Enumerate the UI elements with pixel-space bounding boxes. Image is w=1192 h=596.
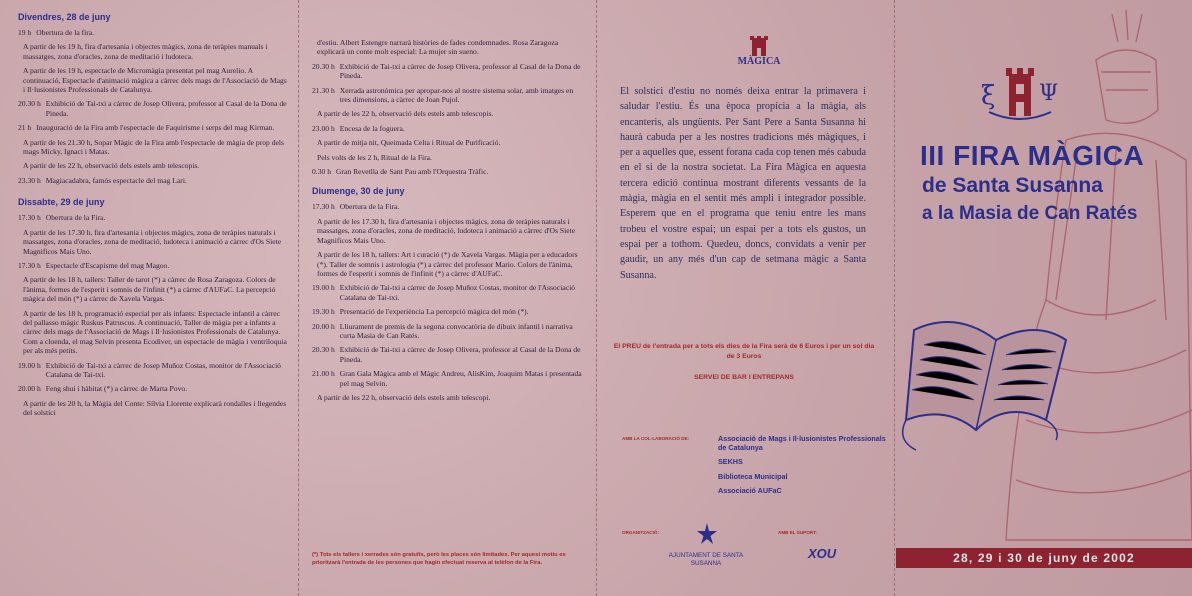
item-text: Pels volts de les 2 h, Ritual de la Fira. <box>317 152 432 162</box>
svg-text:Ψ: Ψ <box>1039 81 1059 106</box>
item-text: A partir de les 19 h, espectacle de Micromàgia presentat pel mag Aurelio. A continuació, Espectacle d'animació màgica a càrrec dels mags de l'Associació de Mags i Il·lusionistes Professionals de Catalunya. <box>23 66 287 95</box>
item-text: Gran Gala Màgica amb el Màgic Andreu, AlisKim, Joaquim Matas i presentada pel mag Selvin. <box>339 369 582 388</box>
item-time: 20.30 h <box>18 99 41 109</box>
schedule-item <box>18 99 288 118</box>
event-dates-bar: 28, 29 i 30 de juny de 2002 <box>896 548 1192 568</box>
item-text: Exhibició de Tai-txi a càrrec de Josep Muñoz Costas, monitor de l'Associació Catalana de Tai-txi. <box>339 283 575 302</box>
schedule-item <box>18 28 288 37</box>
sunday-list <box>312 202 584 402</box>
item-text: A partir de les 17.30 h, fira d'artesania i objectes màgics, zona de teràpies naturals i massatges, zona d'oracles, zona de meditació, ludoteca i animació a càrrec d'Os Siete Magnificos Mais Uno. <box>23 227 282 256</box>
collaborators-list <box>718 434 888 500</box>
item-time: 19.00 h <box>312 283 335 293</box>
schedule-item <box>18 399 288 418</box>
schedule-item <box>18 261 288 270</box>
open-book-icon <box>903 322 1066 450</box>
castle-tower-icon <box>981 64 1059 134</box>
item-time: 20.30 h <box>312 345 335 355</box>
day-heading-sunday: Diumenge, 30 de juny <box>312 186 405 197</box>
item-time: 17.30 h <box>18 260 41 270</box>
item-text: A partir de les 22 h, observació dels estels amb telescopis. <box>317 109 494 119</box>
schedule-item <box>18 42 288 61</box>
collaboration-label: AMB LA COL·LABORACIÓ DE: <box>622 436 690 441</box>
schedule-item <box>312 345 584 364</box>
schedule-item <box>312 124 584 133</box>
schedule-item <box>312 138 584 147</box>
item-text: Lliurament de premis de la segona convocatòria de dibuix infantil i narrativa curta Masia de Can Ratés. <box>339 321 573 340</box>
program-panel-2 <box>300 0 596 596</box>
schedule-item <box>18 309 288 356</box>
schedule-item <box>18 361 288 380</box>
workshops-footnote: (*) Tots els tallers i xerrades són gratuïts, però les places són limitades. Per aquest motiu es prioritzarà l'entrada de les persones que hagin efectuat reserva al telèfon de la Fira. <box>312 552 566 566</box>
schedule-item <box>18 213 288 222</box>
organizer-name: AJUNTAMENT DE SANTA SUSANNA <box>668 552 744 567</box>
schedule-item <box>312 38 584 57</box>
schedule-item <box>18 66 288 94</box>
item-time: 21.30 h <box>312 85 335 95</box>
schedule-item <box>312 109 584 118</box>
collaborator-item: Associació de Mags i Il·lusionistes Professionals de Catalunya <box>718 434 886 453</box>
schedule-item <box>18 384 288 393</box>
item-text: A partir de les 22 h, observació dels estels amb telescopis. <box>23 161 200 171</box>
item-time: 20.30 h <box>312 61 335 71</box>
schedule-item <box>312 86 584 105</box>
schedule-item <box>18 176 288 185</box>
item-time: 20.00 h <box>18 384 41 394</box>
item-time: 21 h <box>18 123 32 133</box>
bar-service-notice: SERVEI DE BAR I ENTREPANS <box>694 374 794 381</box>
cover-title: III FIRA MÀGICA <box>920 140 1145 171</box>
item-text: Exhibició de Tai-txi a càrrec de Josep Muñoz Costas, monitor de l'Associació Catalana de Tai-txi. <box>45 360 281 379</box>
program-panel-1 <box>0 0 298 596</box>
item-text: Obertura de la fira. <box>36 28 95 37</box>
item-text: Exhibició de Tai-txi a càrrec de Josep Olivera, professor al Casal de la Dona de Pineda. <box>45 99 287 118</box>
schedule-item <box>312 202 584 211</box>
fira-magica-logo <box>735 34 783 74</box>
item-text: Magiacadabra, famós espectacle del mag Lari. <box>45 175 187 185</box>
schedule-item <box>18 228 288 256</box>
item-time: 21.00 h <box>312 369 335 379</box>
item-text: A partir de les 22 h, observació dels estels amb telescopi. <box>317 392 491 402</box>
item-text: Xerrada astronòmica per apropar-nos al nostre sistema solar, amb imatges en tres dimensions, a càrrec de Joan Pujol. <box>339 85 574 105</box>
schedule-item <box>18 161 288 170</box>
item-text: A partir de les 18 h, tallers: Art i curació (*) de Xavela Vargas. Màgia per a educadors (*). Taller de somnis i astrologia (*) a càrrec del professor Mario. Colors de l'ànima, formes de l'esperit i somnis de l'infinit (*) a càrrec d'AUFaC. <box>317 250 578 278</box>
item-text: Exhibició de Tai-txi a càrrec de Josep Olivera, professor al Casal de la Dona de Pineda. <box>339 61 581 81</box>
item-time: 0.30 h <box>312 167 331 177</box>
cover-subtitle: de Santa Susanna <box>922 174 1103 197</box>
schedule-item <box>312 217 584 245</box>
collaborator-item: SEKHS <box>718 457 743 467</box>
schedule-item <box>18 138 288 157</box>
item-text: Obertura de la Fira. <box>45 213 106 223</box>
item-text: Gran Revetlla de Sant Pau amb l'Orquestra Tràfic. <box>335 167 489 177</box>
item-text: Encesa de la foguera. <box>339 123 405 133</box>
schedule-item <box>312 283 584 302</box>
item-text: A partir de les 18 h, tallers: Taller de tarot (*) a càrrec de Rosa Zaragoza. Colors de l'ànima, formes de l'esperit i somnis de l'infinit (*) a càrrec d'AUFaC. La percepció màgica del món (*) a càrrec de Xavela Vargas. <box>23 275 276 304</box>
tower-logo-icon <box>735 34 783 74</box>
collaborator-item: Associació AUFaC <box>718 485 782 495</box>
item-time: 19.30 h <box>312 307 335 317</box>
schedule-item <box>312 62 584 81</box>
fold-line <box>298 0 299 596</box>
schedule-item <box>18 275 288 303</box>
schedule-item <box>312 307 584 316</box>
schedule-item <box>312 153 584 162</box>
item-text: Feng shui i hàbitat (*) a càrrec de Marta Povo. <box>45 384 188 394</box>
cover-location: a la Masia de Can Ratés <box>922 203 1138 224</box>
ajuntament-emblem-icon <box>696 522 718 548</box>
schedule-item <box>312 250 584 278</box>
fold-line <box>894 0 895 596</box>
item-text: A partir de mitja nit, Queimada Celta i Ritual de Purificació. <box>317 138 501 148</box>
item-text: A partir de les 20 h, la Màgia del Conte: Sílvia Llorente explicarà rondalles i llegendes del solstici <box>23 398 287 418</box>
logo-text: MÀGICA <box>737 56 781 67</box>
sponsor-label: AMB EL SUPORT: <box>778 530 817 535</box>
day-heading-friday: Divendres, 28 de juny <box>18 12 111 22</box>
intro-paragraph: El solstici d'estiu no només deixa entrar la primavera i saludar l'estiu. És una època propícia a la màgia, als encanteris, als ungüents. Per Sant Pere a Santa Susanna hi haurà cabuda per a les nostres tradicions més màgiques, i per a aquelles que, essent forana cada cop tenen més cabuda en el si de la nostra societat. La Fira Màgica en aquesta tercera edició continua mostrant diferents vessants de la màgia, màgia en el sentit més ampli i integrador possible. Esperem que en el programa que teniu entre les mans trobeu el vostre espai; un espai per a tots els gustos, un espai per a tothom. Quedeu, doncs, convidats a venir per gaudir, un any més d'un cap de setmana màgic a Santa Susanna. <box>620 86 866 281</box>
item-time: 17.30 h <box>18 213 41 223</box>
saturday-list <box>18 213 288 417</box>
schedule-item <box>312 322 584 341</box>
organizer-label: ORGANITZACIÓ: <box>622 530 660 535</box>
item-text: Espectacle d'Escapisme del mag Magoo. <box>45 260 170 270</box>
schedule-item <box>18 123 288 132</box>
item-text: Inauguració de la Fira amb l'espectacle de Faquirisme i serps del mag Kirman. <box>36 123 275 133</box>
item-time: 20.00 h <box>312 321 335 331</box>
schedule-item <box>312 393 584 402</box>
saturday-continued-list <box>312 38 584 176</box>
day-heading-saturday: Dissabte, 29 de juny <box>18 197 105 208</box>
item-text: Obertura de la Fira. <box>339 202 400 212</box>
schedule-item <box>312 369 584 388</box>
item-time: 19.00 h <box>18 360 41 370</box>
item-time: 19 h <box>18 28 32 37</box>
fold-line <box>596 0 597 596</box>
item-text: A partir de les 17.30 h, fira d'artesania i objectes màgics, zona de teràpies naturals i massatges, zona d'oracles, zona de meditació, ludoteca i animació a càrrec d'Os Siete Magnificos Mais Uno. <box>317 216 576 245</box>
friday-list <box>18 28 288 185</box>
item-text: A partir de les 19 h, fira d'artesania i objectes màgics, zona de teràpies manuals i massatges, zona d'oracles, zona de meditació i ludoteca. <box>23 42 268 61</box>
item-time: 23.00 h <box>312 123 335 133</box>
item-text: A partir de les 18 h, programació especial per als infants: Espectacle infantil a càrrec del pallasso màgic Ruskus Patruscus. A continuació, Taller de màgia per a infants a càrrec dels mags de l'Associació de Mags i Il·lusionistes Professionals de Catalunya. Com a cloenda, el mag Selvin presenta Ecodiver, un espectacle de màgia i ventriloquia per als més petits. <box>23 308 287 356</box>
item-text: d'estiu. Albert Estengre narrarà històries de fades condemnades. Rosa Zaragoza explicarà un conte molt especial: La mujer sin sueno. <box>317 38 559 57</box>
item-text: Presentació de l'experiència La percepció màgica del món (*). <box>339 307 529 317</box>
xou-logo: XOU <box>808 546 837 561</box>
item-time: 17.30 h <box>312 202 335 212</box>
svg-text:ξ: ξ <box>981 81 996 111</box>
price-notice: El PREU de l'entrada per a tots els dies de la Fira serà de 6 Euros i per un sol dia de 3 Euros <box>613 343 875 360</box>
item-text: Exhibició de Tai-txi a càrrec de Josep Olivera, professor al Casal de la Dona de Pineda. <box>339 345 581 364</box>
item-time: 23.30 h <box>18 175 41 185</box>
schedule-item <box>312 167 584 176</box>
collaborator-item: Biblioteca Municipal <box>718 471 788 481</box>
item-text: A partir de les 21.30 h, Sopar Màgic de la Fira amb l'espectacle de màgia de prop dels mags Micky, Ignaci i Matas. <box>23 137 284 157</box>
